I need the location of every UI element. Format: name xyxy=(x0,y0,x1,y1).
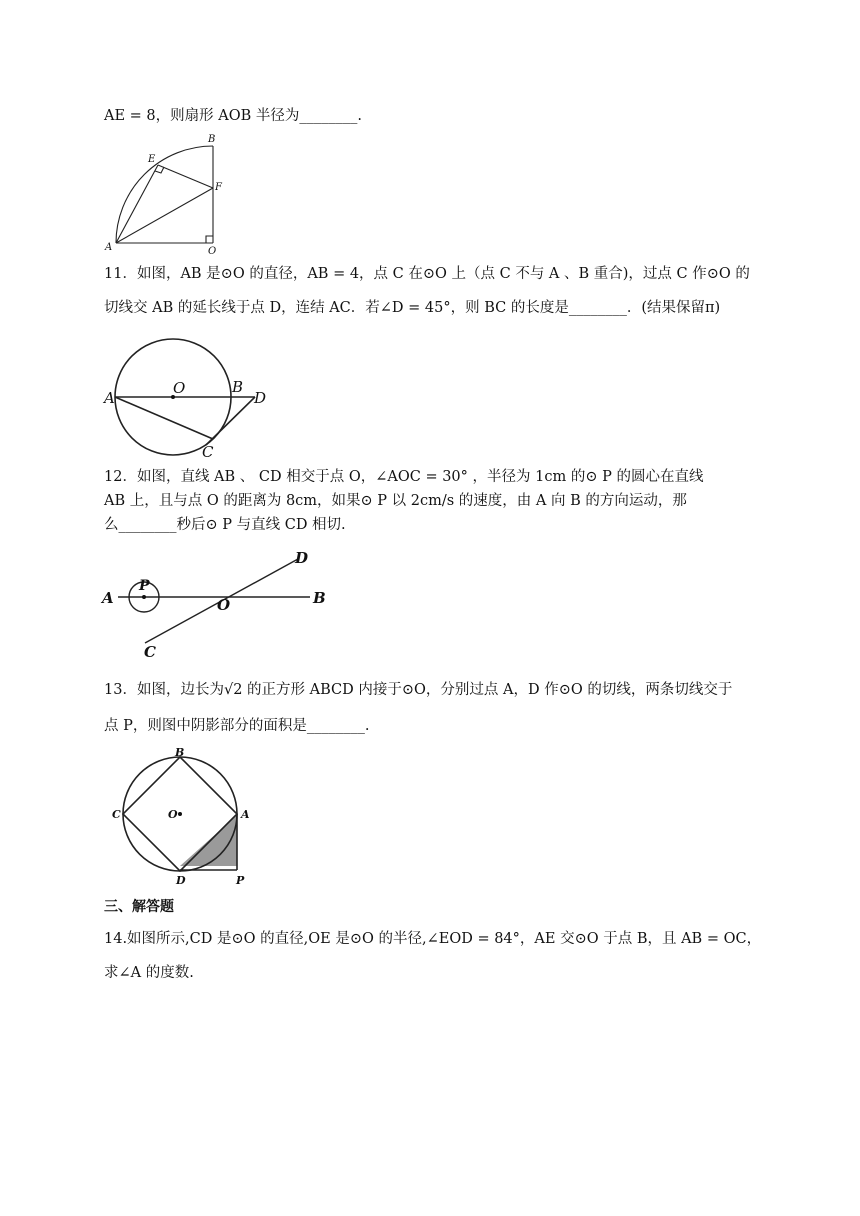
q13-text-line1: 13．如图，边长为√2 的正方形 ABCD 内接于⊙O，分别过点 A，D 作⊙O 的切线，两条切线交于 xyxy=(104,682,733,698)
q10-figure xyxy=(100,130,230,258)
q11-figure xyxy=(100,325,280,460)
q11-text-line2: 切线交 AB 的延长线于点 D，连结 AC．若∠D = 45°，则 BC 的长度是________．(结果保留π) xyxy=(104,300,721,316)
q13-label-b: B xyxy=(175,746,185,759)
q11-label-c: C xyxy=(202,443,214,460)
q14-text-line2: 求∠A 的度数. xyxy=(104,965,194,981)
q12-text-line3: 么________秒后⊙ P 与直线 CD 相切. xyxy=(104,517,346,533)
q11-label-a: A xyxy=(104,389,115,407)
q14-text-line1: 14.如图所示,CD 是⊙O 的直径,OE 是⊙O 的半径,∠EOD = 84°，AE 交⊙O 于点 B，且 AB = OC， xyxy=(104,931,762,947)
q12-text-line1: 12．如图，直线 AB 、 CD 相交于点 O，∠AOC = 30° ，半径为 1cm 的⊙ P 的圆心在直线 xyxy=(104,469,704,485)
q11-text-line1: 11．如图，AB 是⊙O 的直径，AB = 4，点 C 在⊙O 上（点 C 不与 A 、B 重合)，过点 C 作⊙O 的 xyxy=(104,266,750,282)
q13-text-line2: 点 P，则图中阴影部分的面积是________. xyxy=(104,718,370,734)
q13-label-c: C xyxy=(112,808,121,821)
q13-figure xyxy=(104,742,258,890)
q11-label-b: B xyxy=(232,378,244,396)
q10-label-f: F xyxy=(215,182,222,193)
q10-label-o: O xyxy=(208,246,217,257)
section-heading: 三、解答题 xyxy=(104,899,174,915)
q13-label-d: D xyxy=(176,874,186,887)
q13-label-a: A xyxy=(241,808,250,821)
q10-label-b: B xyxy=(208,134,216,145)
q12-label-a: A xyxy=(102,589,114,607)
q12-label-d: D xyxy=(295,549,309,567)
q12-figure xyxy=(100,545,340,660)
q12-label-o: O xyxy=(217,596,231,614)
q10-label-e: E xyxy=(148,154,156,165)
q12-text-line2: AB 上，且与点 O 的距离为 8cm，如果⊙ P 以 2cm/s 的速度，由 A 向 B 的方向运动，那 xyxy=(104,493,687,509)
q12-label-p: P xyxy=(139,578,150,594)
q11-label-o: O xyxy=(173,379,186,397)
q13-label-o: O xyxy=(168,808,178,821)
q10-text-line1: AE = 8，则扇形 AOB 半径为________. xyxy=(104,108,362,124)
q11-label-d: D xyxy=(254,389,267,407)
q12-label-b: B xyxy=(313,589,326,607)
q10-label-a: A xyxy=(105,242,113,253)
q12-label-c: C xyxy=(144,643,156,660)
q13-label-p: P xyxy=(236,874,245,887)
q10-arc xyxy=(116,146,213,243)
